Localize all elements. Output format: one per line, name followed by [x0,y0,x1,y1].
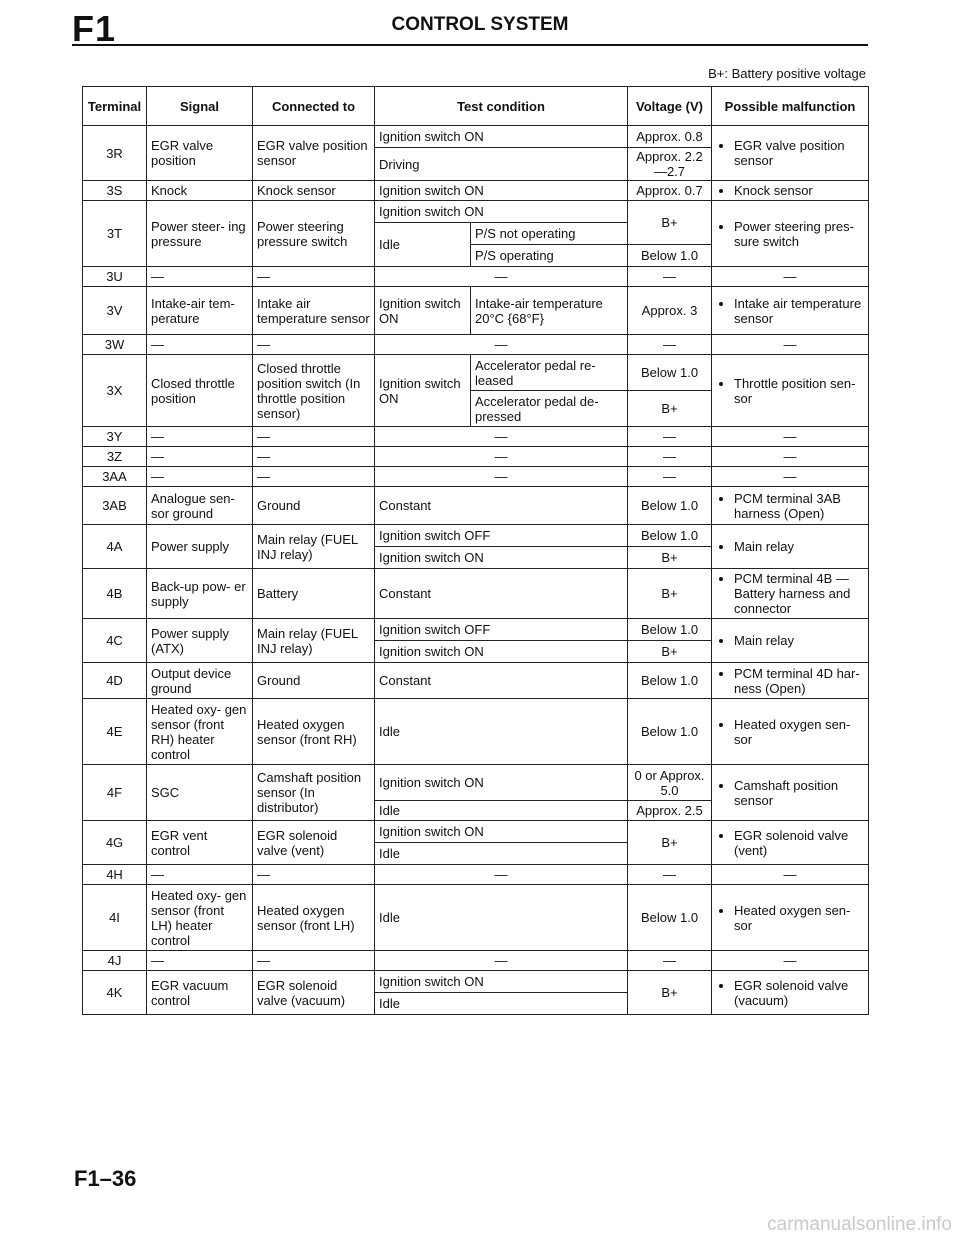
malfunction-cell: — [712,951,869,971]
connected-to-cell: EGR solenoid valve (vacuum) [253,971,375,1015]
malfunction-item: • PCM terminal 4B — Battery harness and connector [734,571,864,616]
table-row [83,287,869,335]
voltage-cell: Below 1.0 [628,525,712,547]
signal-cell: — [147,267,253,287]
voltage-cell: Below 1.0 [628,487,712,525]
signal-cell: EGR vacuum control [147,971,253,1015]
col-header-connected-to: Connected to [253,87,375,126]
signal-cell: — [147,335,253,355]
test-condition-cell: Idle [375,993,628,1015]
signal-cell: Power steer- ing pressure [147,201,253,267]
terminal-cell: 4D [83,663,147,699]
malfunction-item: • PCM terminal 3AB harness (Open) [734,491,864,521]
test-subcondition-cell: Accelerator pedal de- pressed [471,391,628,427]
connected-to-cell: Knock sensor [253,181,375,201]
table-row [83,181,869,201]
malfunction-item: • Main relay [734,539,864,554]
table-row [83,467,869,487]
test-condition-cell: Ignition switch ON [375,821,628,843]
terminal-cell: 4H [83,865,147,885]
connected-to-cell: EGR valve position sensor [253,126,375,181]
malfunction-item: • PCM terminal 4D har- ness (Open) [734,666,864,696]
table-row [83,569,869,619]
test-condition-cell: Driving [375,148,628,181]
test-condition-cell: Ignition switch ON [375,126,628,148]
voltage-cell: — [628,467,712,487]
table-row [83,765,869,801]
connected-to-cell: Heated oxygen sensor (front RH) [253,699,375,765]
malfunction-item: • EGR solenoid valve (vacuum) [734,978,864,1008]
terminal-cell: 4G [83,821,147,865]
test-subcondition-cell: Intake-air temperature 20°C {68°F} [471,287,628,335]
table-row [83,525,869,547]
connected-to-cell: — [253,447,375,467]
malfunction-cell: — [712,467,869,487]
test-condition-cell: Ignition switch ON [375,765,628,801]
terminal-cell: 4J [83,951,147,971]
test-condition-cell: — [375,267,628,287]
terminal-cell: 4K [83,971,147,1015]
malfunction-cell: — [712,865,869,885]
voltage-cell: Approx. 0.7 [628,181,712,201]
table-row [83,865,869,885]
malfunction-item: • Knock sensor [734,183,864,198]
connected-to-cell: Ground [253,487,375,525]
malfunction-cell [712,487,869,525]
malfunction-list [716,778,864,808]
voltage-cell: Below 1.0 [628,245,712,267]
table-row [83,427,869,447]
terminal-cell: 4C [83,619,147,663]
connected-to-cell: Power steering pressure switch [253,201,375,267]
malfunction-list [716,183,864,198]
malfunction-list [716,491,864,521]
connected-to-cell: Ground [253,663,375,699]
test-condition-cell: — [375,865,628,885]
test-condition-cell: Constant [375,487,628,525]
signal-cell: — [147,467,253,487]
malfunction-list [716,219,864,249]
test-condition-cell: Ignition switch ON [375,641,628,663]
malfunction-item: • Camshaft position sensor [734,778,864,808]
voltage-cell: Approx. 2.2—2.7 [628,148,712,181]
test-condition-cell: Ignition switch ON [375,181,628,201]
signal-cell: — [147,427,253,447]
malfunction-cell [712,355,869,427]
connected-to-cell: — [253,335,375,355]
connected-to-cell: Heated oxygen sensor (front LH) [253,885,375,951]
connected-to-cell: — [253,267,375,287]
voltage-cell: Below 1.0 [628,663,712,699]
signal-cell: EGR valve position [147,126,253,181]
malfunction-list [716,376,864,406]
test-condition-cell: Constant [375,569,628,619]
signal-cell: EGR vent control [147,821,253,865]
terminal-spec-table [82,86,869,1015]
test-condition-cell: Ignition switch OFF [375,525,628,547]
terminal-cell: 3T [83,201,147,267]
voltage-cell: Approx. 2.5 [628,801,712,821]
malfunction-item: • Heated oxygen sen- sor [734,903,864,933]
terminal-cell: 4B [83,569,147,619]
abbreviation-note: B+: Battery positive voltage [708,66,866,81]
voltage-cell: — [628,335,712,355]
malfunction-list [716,717,864,747]
table-row [83,885,869,951]
test-condition-cell: — [375,427,628,447]
malfunction-list [716,903,864,933]
voltage-cell: — [628,267,712,287]
test-condition-cell: Idle [375,699,628,765]
signal-cell: — [147,447,253,467]
malfunction-cell [712,201,869,267]
malfunction-cell [712,971,869,1015]
malfunction-item: • EGR valve position sensor [734,138,864,168]
test-condition-cell: Ignition switch ON [375,201,628,223]
connected-to-cell: — [253,427,375,447]
signal-cell: Power supply (ATX) [147,619,253,663]
page-number: F1–36 [74,1166,137,1191]
signal-cell: Heated oxy- gen sensor (front LH) heater control [147,885,253,951]
malfunction-list [716,978,864,1008]
malfunction-item: • Intake air temperature sensor [734,296,864,326]
test-condition-cell: Ignition switch ON [375,355,471,427]
malfunction-cell [712,619,869,663]
signal-cell: Back-up pow- er supply [147,569,253,619]
terminal-cell: 3AB [83,487,147,525]
signal-cell: Heated oxy- gen sensor (front RH) heater control [147,699,253,765]
table-header-row [83,87,869,126]
table-row [83,951,869,971]
col-header-terminal: Terminal [83,87,147,126]
section-code: F1 [72,8,117,49]
connected-to-cell: Battery [253,569,375,619]
voltage-cell: B+ [628,547,712,569]
terminal-cell: 3U [83,267,147,287]
watermark: carmanualsonline.info [767,1214,952,1235]
malfunction-item: • Power steering pres- sure switch [734,219,864,249]
table-row [83,355,869,391]
table-row [83,971,869,993]
terminal-cell: 3Z [83,447,147,467]
col-header-voltage: Voltage (V) [628,87,712,126]
terminal-cell: 3X [83,355,147,427]
test-condition-cell: Ignition switch ON [375,971,628,993]
voltage-cell: 0 or Approx. 5.0 [628,765,712,801]
terminal-cell: 4E [83,699,147,765]
signal-cell: Power supply [147,525,253,569]
test-subcondition-cell: P/S operating [471,245,628,267]
connected-to-cell: EGR solenoid valve (vent) [253,821,375,865]
table-row [83,126,869,148]
signal-cell: Intake-air tem- perature [147,287,253,335]
page-title: CONTROL SYSTEM [391,14,569,35]
table-row [83,447,869,467]
col-header-signal: Signal [147,87,253,126]
table-row [83,619,869,641]
malfunction-list [716,571,864,616]
voltage-cell: Approx. 0.8 [628,126,712,148]
table-row [83,335,869,355]
voltage-cell: — [628,447,712,467]
voltage-cell: Approx. 3 [628,287,712,335]
malfunction-cell [712,126,869,181]
terminal-cell: 3R [83,126,147,181]
connected-to-cell: — [253,951,375,971]
malfunction-list [716,828,864,858]
voltage-cell: B+ [628,201,712,245]
malfunction-item: • Throttle position sen- sor [734,376,864,406]
terminal-cell: 3W [83,335,147,355]
malfunction-cell: — [712,427,869,447]
signal-cell: — [147,951,253,971]
terminal-cell: 3AA [83,467,147,487]
voltage-cell: — [628,427,712,447]
malfunction-cell: — [712,335,869,355]
table-row [83,699,869,765]
col-header-test-condition: Test condition [375,87,628,126]
malfunction-cell [712,885,869,951]
terminal-cell: 4F [83,765,147,821]
signal-cell: SGC [147,765,253,821]
test-subcondition-cell: Accelerator pedal re- leased [471,355,628,391]
header-rule [72,44,868,46]
malfunction-list [716,633,864,648]
malfunction-cell [712,569,869,619]
voltage-cell: — [628,951,712,971]
table-row [83,201,869,223]
voltage-cell: Below 1.0 [628,699,712,765]
malfunction-cell [712,287,869,335]
connected-to-cell: Main relay (FUEL INJ relay) [253,619,375,663]
signal-cell: Knock [147,181,253,201]
voltage-cell: Below 1.0 [628,619,712,641]
test-condition-cell: Idle [375,885,628,951]
malfunction-item: • EGR solenoid valve (vent) [734,828,864,858]
test-condition-cell: — [375,951,628,971]
malfunction-list [716,296,864,326]
connected-to-cell: — [253,865,375,885]
terminal-cell: 3Y [83,427,147,447]
malfunction-cell [712,821,869,865]
malfunction-cell: — [712,447,869,467]
malfunction-cell [712,663,869,699]
signal-cell: Output device ground [147,663,253,699]
test-condition-cell: — [375,447,628,467]
voltage-cell: B+ [628,391,712,427]
signal-cell: Closed throttle position [147,355,253,427]
malfunction-list [716,666,864,696]
terminal-cell: 3V [83,287,147,335]
table-row [83,487,869,525]
test-condition-cell: Constant [375,663,628,699]
voltage-cell: — [628,865,712,885]
test-condition-cell: Idle [375,801,628,821]
voltage-cell: B+ [628,971,712,1015]
col-header-malfunction: Possible malfunction [712,87,869,126]
malfunction-item: • Main relay [734,633,864,648]
connected-to-cell: — [253,467,375,487]
test-condition-cell: — [375,467,628,487]
test-condition-cell: Ignition switch ON [375,287,471,335]
test-condition-cell: Ignition switch OFF [375,619,628,641]
signal-cell: Analogue sen- sor ground [147,487,253,525]
malfunction-cell [712,765,869,821]
test-condition-cell: Idle [375,843,628,865]
connected-to-cell: Main relay (FUEL INJ relay) [253,525,375,569]
malfunction-cell [712,525,869,569]
malfunction-cell [712,181,869,201]
test-condition-cell: Ignition switch ON [375,547,628,569]
malfunction-cell: — [712,267,869,287]
malfunction-list [716,138,864,168]
signal-cell: — [147,865,253,885]
malfunction-item: • Heated oxygen sen- sor [734,717,864,747]
voltage-cell: Below 1.0 [628,885,712,951]
voltage-cell: B+ [628,821,712,865]
test-condition-cell: — [375,335,628,355]
table-row [83,821,869,843]
test-subcondition-cell: P/S not operating [471,223,628,245]
terminal-cell: 4I [83,885,147,951]
test-condition-cell: Idle [375,223,471,267]
connected-to-cell: Closed throttle position switch (In throttle position sensor) [253,355,375,427]
connected-to-cell: Camshaft position sensor (In distributor) [253,765,375,821]
terminal-cell: 4A [83,525,147,569]
terminal-cell: 3S [83,181,147,201]
table-row [83,663,869,699]
malfunction-cell [712,699,869,765]
voltage-cell: Below 1.0 [628,355,712,391]
voltage-cell: B+ [628,641,712,663]
malfunction-list [716,539,864,554]
voltage-cell: B+ [628,569,712,619]
table-row [83,267,869,287]
connected-to-cell: Intake air temperature sensor [253,287,375,335]
